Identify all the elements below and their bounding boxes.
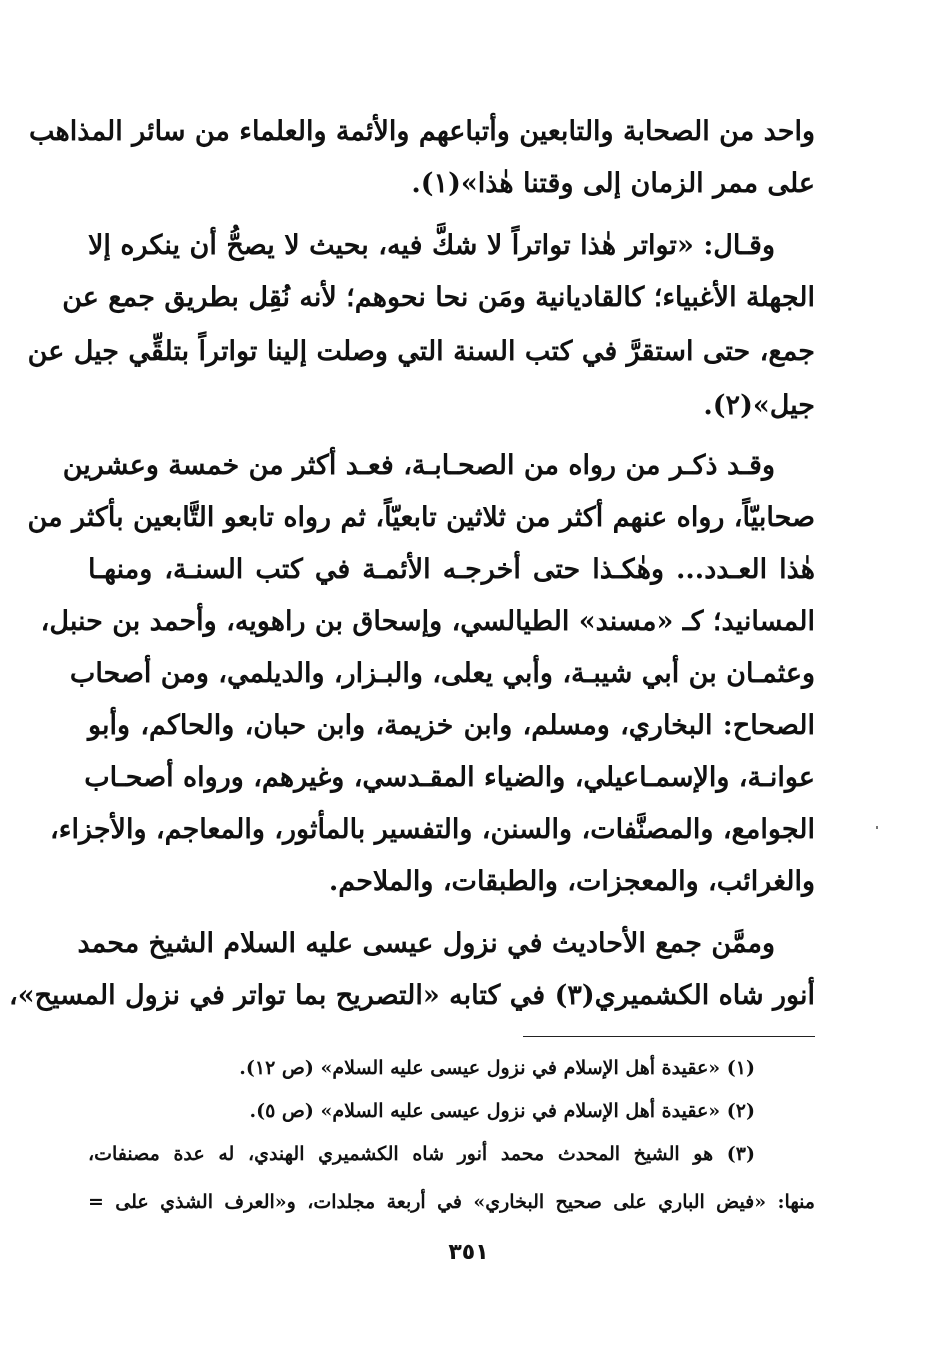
body-line: وممَّن جمع الأحاديث في نزول عيسى عليه السلام الشيخ محمد [77, 928, 775, 959]
footnote-2: (٢) «عقيدة أهل الإسلام في نزول عيسى عليه السلام» (ص ٥). [249, 1100, 755, 1122]
body-line: وقـد ذكـر من رواه من الصحـابـة، فعـد أكثر من خمسة وعشرين [62, 450, 775, 481]
body-line: وقـال: «تواتر هٰذا تواتراً لا شكَّ فيه، بحيث لا يصحُّ أن ينكره إلا [88, 230, 775, 261]
body-line: أنور شاه الكشميري(٣) في كتابه «التصريح بما تواتر في نزول المسيح»، [8, 980, 815, 1011]
footnote-3: (٣) هو الشيخ المحدث محمد أنور شاه الكشميري الهندي، له عدة مصنفات، [88, 1143, 755, 1165]
body-line: المسانيد؛ كـ «مسند» الطيالسي، وإسحاق بن راهويه، وأحمد بن حنبل، [40, 606, 815, 637]
body-line: الجوامع، والمصنَّفات، والسنن، والتفسير بالمأثور، والمعاجم، والأجزاء، [50, 814, 815, 845]
body-line: واحد من الصحابة والتابعين وأتباعهم والأئمة والعلماء من سائر المذاهب [29, 116, 815, 147]
body-line: والغرائب، والمعجزات، والطبقات، والملاحم. [328, 866, 815, 897]
footnote-3-continuation: منها: «فيض الباري على صحيح البخاري» في أربعة مجلدات، و«العرف الشذي على = [88, 1191, 815, 1213]
body-line: جيل»(٢). [703, 390, 815, 421]
body-line: الصحاح: البخاري، ومسلم، وابن خزيمة، وابن حبان، والحاكم، وأبو [88, 710, 815, 741]
footnote-1: (١) «عقيدة أهل الإسلام في نزول عيسى عليه السلام» (ص ١٢). [239, 1057, 755, 1079]
body-line: صحابيّاً، رواه عنهم أكثر من ثلاثين تابعيّاً، ثم رواه تابعو التَّابعين بأكثر من [27, 502, 815, 533]
scan-speck [876, 826, 878, 829]
body-line: جمع، حتى استقرَّ في كتب السنة التي وصلت إلينا تواتراً بتلقِّي جيل عن [27, 336, 815, 367]
body-line: وعثمـان بن أبي شيبـة، وأبي يعلى، والبـزار، والديلمي، ومن أصحاب [69, 658, 815, 689]
body-line: عوانـة، والإسمـاعيلي، والضياء المقـدسي، وغيرهم، ورواه أصحـاب [84, 762, 815, 793]
footnote-separator [523, 1036, 815, 1037]
body-line: على ممر الزمان إلى وقتنا هٰذا»(١). [411, 168, 815, 199]
body-line: هٰذا العـدد... وهٰكـذا حتى أخرجـه الأئمـة في كتب السنـة، ومنهـا [88, 554, 815, 585]
page-number: ٣٥١ [448, 1240, 489, 1265]
body-line: الجهلة الأغبياء؛ كالقاديانية ومَن نحا نحوهم؛ لأنه نُقِل بطريق جمع عن [62, 282, 815, 313]
